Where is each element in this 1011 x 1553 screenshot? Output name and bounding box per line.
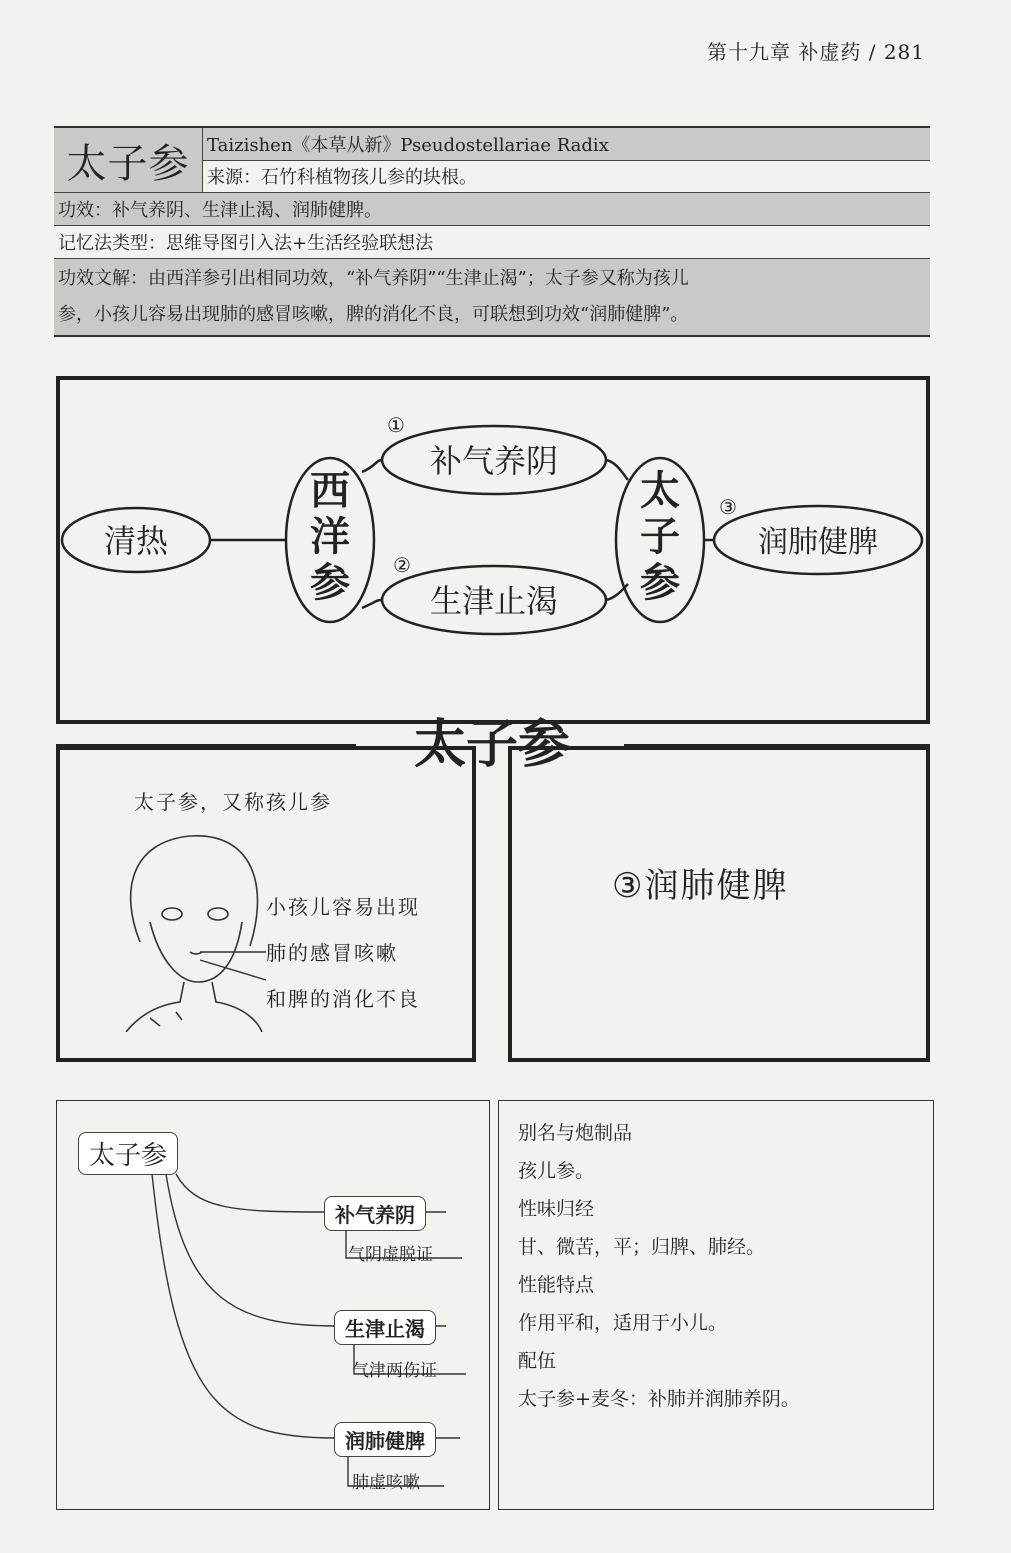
props-nature: 甘、微苦，平；归脾、肺经。: [518, 1236, 766, 1258]
props-content: [518, 1114, 800, 1418]
herb-title-row: [54, 128, 930, 193]
label-n1: ①: [387, 413, 405, 437]
props-alias: 孩儿参。: [518, 1160, 595, 1182]
node-shengjin: 生津止渴: [429, 582, 559, 620]
props-heading-nature: 性味归经: [518, 1198, 595, 1220]
panel-left-line2: 肺的感冒咳嗽: [266, 941, 398, 965]
label-n2: ②: [393, 553, 411, 577]
panel-left-caption: 太子参，又称孩儿参: [134, 790, 332, 814]
herb-explain: [54, 259, 930, 335]
label-n3: ③: [719, 495, 737, 519]
tree-sub-1: 气阴虚脱证: [348, 1245, 433, 1265]
props-heading-features: 性能特点: [518, 1274, 595, 1296]
node-runfei: 润肺健脾: [758, 525, 878, 560]
tree-branch-2: 生津止渴: [334, 1310, 436, 1345]
herb-effect: 功效：补气养阴、生津止渴、润肺健脾。: [54, 193, 930, 226]
herb-name: 太子参: [54, 128, 203, 192]
herb-explain-line1: 功效文解：由西洋参引出相同功效，“补气养阴”“生津止渴”；太子参又称为孩儿: [58, 268, 689, 289]
props-heading-combination: 配伍: [518, 1350, 557, 1372]
panel-left-line1: 小孩儿容易出现: [266, 895, 420, 919]
node-taizishen: 太子参: [640, 468, 680, 606]
tree-sub-2: 气津两伤证: [352, 1361, 437, 1381]
node-xiyangshen: 西洋参: [310, 468, 350, 606]
props-features: 作用平和，适用于小儿。: [518, 1312, 728, 1334]
herb-pinyin-line: Taizishen《本草从新》Pseudostellariae Radix: [203, 128, 930, 161]
panel-left-text: [266, 884, 420, 1022]
mindmap-diagram: [56, 376, 930, 724]
panel-left-line3: 和脾的消化不良: [266, 987, 420, 1011]
herb-info-table: [54, 126, 930, 337]
node-buqi: 补气养阴: [429, 442, 559, 480]
herb-explain-line2: 参，小孩儿容易出现肺的感冒咳嗽，脾的消化不良，可联想到功效“润肺健脾”。: [58, 304, 689, 325]
herb-source: 来源：石竹科植物孩儿参的块根。: [203, 161, 930, 193]
node-qingre: 清热: [103, 522, 169, 560]
props-heading-alias: 别名与炮制品: [518, 1122, 633, 1144]
panel-right-text: ③润肺健脾: [612, 866, 789, 906]
edge-xiyang-bottom: [362, 600, 382, 608]
tree-branch-1: 补气养阴: [324, 1196, 426, 1231]
props-combination: 太子参+麦冬：补肺并润肺养阴。: [518, 1388, 800, 1410]
herb-memory-type: 记忆法类型：思维导图引入法+生活经验联想法: [54, 226, 930, 259]
page-header: 第十九章 补虚药 / 281: [707, 40, 925, 64]
tree-branch-3: 润肺健脾: [334, 1422, 436, 1457]
divider-title: 太子参: [413, 715, 570, 775]
edge-top-taizi: [606, 460, 628, 480]
tree-sub-3: 肺虚咳嗽: [352, 1473, 420, 1493]
edge-xiyang-top: [362, 460, 382, 472]
tree-root: 太子参: [78, 1132, 178, 1175]
